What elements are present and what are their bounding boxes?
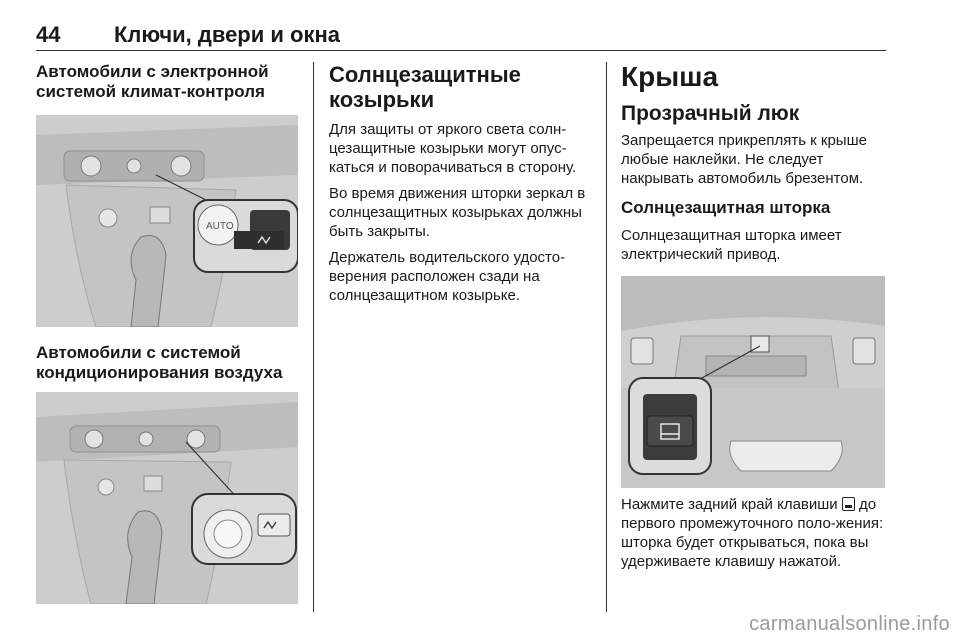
section-title-sun-visors: Солнцезащитные козырьки [329, 62, 521, 112]
paragraph-sun-visors-1: Для защиты от яркого света солн-цезащитные козырьки могут опус-каться и поворачиваться в сторону. [329, 121, 577, 176]
column-middle [329, 62, 595, 305]
footer-watermark: carmanualsonline.info [749, 613, 950, 635]
chapter-title: Ключи, двери и окна [114, 22, 340, 47]
paragraph-roof-warning: Запрещается прикреплять к крыше любые наклейки. Не следует накрывать автомобиль брезентом. [621, 132, 867, 187]
header-divider [36, 50, 886, 51]
column-left [36, 62, 301, 102]
column-divider-2 [606, 62, 607, 612]
heading-electronic-climate: Автомобили с электронной системой климат-контроля [36, 62, 269, 101]
image-sunshade-switch [621, 276, 885, 488]
auto-label: AUTO [206, 221, 234, 232]
section-title-roof: Крыша [621, 61, 719, 92]
column-divider-1 [313, 62, 314, 612]
paragraph-sunshade-instructions [621, 495, 889, 571]
subtitle-sunshade: Солнцезащитная шторка [621, 198, 831, 217]
column-right-lower [621, 495, 889, 571]
image-climate-control [36, 115, 298, 327]
paragraph-sun-visors-3: Держатель водительского удосто-верения расположен сзади на солнцезащитном козырьке. [329, 249, 566, 304]
column-right [621, 62, 889, 264]
image-air-conditioning [36, 392, 298, 604]
page-header [36, 22, 886, 48]
instructions-text-start: Нажмите задний край клавиши [621, 496, 838, 513]
instructions-text-end: до первого промежуточного поло-жения: шторка будет открываться, пока вы удерживаете клавишу нажатой. [621, 496, 884, 570]
paragraph-sun-visors-2: Во время движения шторки зеркал в солнцезащитных козырьках должны быть закрыты. [329, 185, 586, 240]
column-left-lower [36, 343, 301, 383]
heading-air-conditioning: Автомобили с системой кондиционирования воздуха [36, 343, 283, 382]
page-number: 44 [36, 22, 61, 47]
subtitle-transparent-roof: Прозрачный люк [621, 102, 800, 125]
paragraph-sunshade: Солнцезащитная шторка имеет электрический привод. [621, 227, 842, 263]
sunshade-switch-icon [842, 497, 855, 511]
